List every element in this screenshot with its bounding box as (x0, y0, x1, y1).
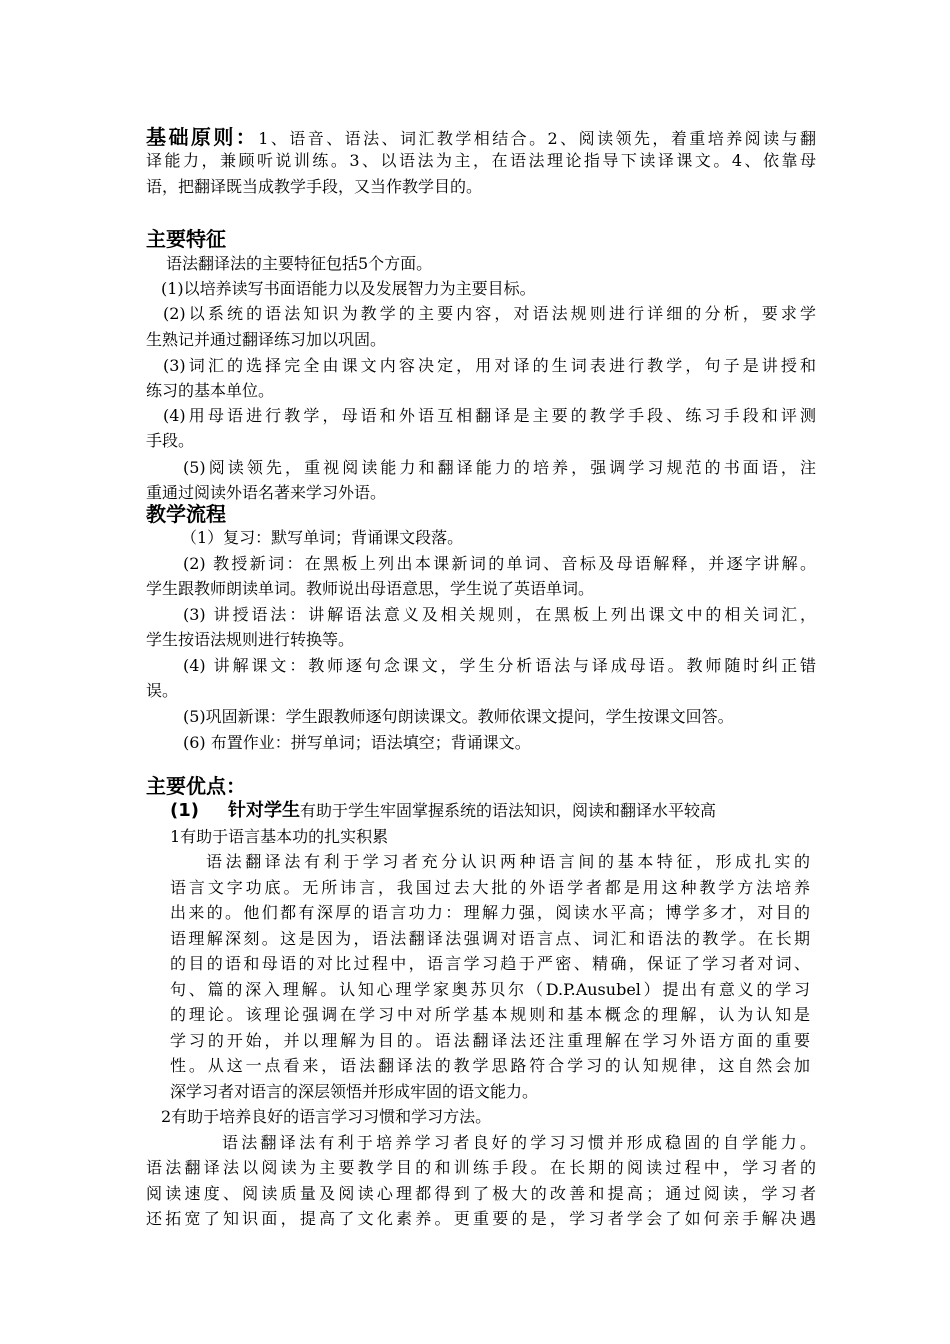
advantage-1 (170, 798, 810, 824)
process-step-2-line-2: 学生跟教师朗读单词。教师说出母语意思，学生说了英语单词。 (146, 579, 595, 598)
para1-line: 出来的。他们都有深厚的语言功力：理解力强，阅读水平高；博学多才，对目的 (170, 903, 810, 922)
para2-line: 还拓宽了知识面，提高了文化素养。更重要的是，学习者学会了如何亲手解决遇 (146, 1209, 816, 1228)
para1-line: 的理论。该理论强调在学习中对所学基本规则和基本概念的理解，认为认知是 (170, 1005, 810, 1024)
para1-line: 语法翻译法有利于学习者充分认识两种语言间的基本特征，形成扎实的 (206, 852, 810, 871)
para2-line: 语法翻译法有利于培养学习者良好的学习习惯并形成稳固的自学能力。 (222, 1133, 816, 1152)
feature-5-line-2: 重通过阅读外语名著来学习外语。 (146, 483, 387, 502)
basic-principles-text: 1、语音、语法、词汇教学相结合。2、阅读领先，着重培养阅读与翻 (258, 129, 816, 148)
para1-line: 深学习者对语言的深层领悟并形成牢固的语文能力。 (170, 1082, 539, 1101)
process-step-5: (5)巩固新课：学生跟教师逐句朗读课文。教师依课文提问，学生按课文回答。 (183, 707, 734, 726)
process-step-6: (6) 布置作业：拼写单词；语法填空；背诵课文。 (183, 733, 531, 752)
features-heading: 主要特征 (146, 227, 226, 251)
feature-4-line-2: 手段。 (146, 431, 195, 450)
feature-2-line-1: (2)以系统的语法知识为教学的主要内容，对语法规则进行详细的分析，要求学 (163, 304, 816, 323)
para1-line: 语言文字功底。无所讳言，我国过去大批的外语学者都是用这种教学方法培养 (170, 878, 810, 897)
para1-line: 语理解深刻。这是因为，语法翻译法强调对语言点、词汇和语法的教学。在长期 (170, 929, 810, 948)
feature-3-line-1: (3)词汇的选择完全由课文内容决定，用对译的生词表进行教学，句子是讲授和 (163, 356, 816, 375)
para1-line: 学习的开始，并以理解为目的。语法翻译法还注重理解在学习外语方面的重要 (170, 1031, 810, 1050)
process-step-3-line-1: (3) 讲授语法：讲解语法意义及相关规则，在黑板上列出课文中的相关词汇， (183, 605, 816, 624)
basic-principles-line-2: 译能力，兼顾听说训练。3、以语法为主，在语法理论指导下读译课文。4、依靠母 (146, 151, 816, 170)
para1-line: 句、篇的深入理解。认知心理学家奥苏贝尔（D.P.Ausubel）提出有意义的学习 (170, 980, 810, 999)
advantage-1-bold: 针对学生 (228, 800, 300, 821)
feature-4-line-1: (4)用母语进行教学，母语和外语互相翻译是主要的教学手段、练习手段和评测 (163, 406, 816, 425)
process-step-4-line-1: (4) 讲解课文：教师逐句念课文，学生分析语法与译成母语。教师随时纠正错 (183, 656, 816, 675)
basic-principles-line-3: 语，把翻译既当成教学手段，又当作教学目的。 (146, 177, 483, 196)
features-intro: 语法翻译法的主要特征包括5个方面。 (166, 254, 433, 273)
process-step-2-line-1: (2) 教授新词：在黑板上列出本课新词的单词、音标及母语解释，并逐字讲解。 (183, 554, 816, 573)
basic-principles-label: 基础原则： (146, 125, 259, 149)
advantage-sub-1: 1有助于语言基本功的扎实积累 (170, 827, 389, 846)
advantage-1-number: (1) (170, 800, 199, 821)
process-step-3-line-2: 学生按语法规则进行转换等。 (146, 630, 355, 649)
feature-1: (1)以培养读写书面语能力以及发展智力为主要目标。 (161, 279, 536, 298)
advantage-sub-2: 2有助于培养良好的语言学习习惯和学习方法。 (161, 1107, 492, 1126)
process-heading: 教学流程 (146, 502, 226, 526)
feature-2-line-2: 生熟记并通过翻译练习加以巩固。 (146, 330, 387, 349)
para2-line: 语法翻译法以阅读为主要教学目的和训练手段。在长期的阅读过程中，学习者的 (146, 1158, 816, 1177)
advantages-heading: 主要优点： (146, 774, 246, 798)
feature-3-line-2: 练习的基本单位。 (146, 381, 275, 400)
para1-line: 的目的语和母语的对比过程中，语言学习趋于严密、精确，保证了学习者对词、 (170, 954, 810, 973)
advantage-1-text: 有助于学生牢固掌握系统的语法知识，阅读和翻译水平较高 (300, 801, 717, 820)
para2-line: 阅读速度、阅读质量及阅读心理都得到了极大的改善和提高；通过阅读，学习者 (146, 1184, 816, 1203)
para1-line: 性。从这一点看来，语法翻译法的教学思路符合学习的认知规律，这自然会加 (170, 1056, 810, 1075)
process-step-1: （1）复习：默写单词；背诵课文段落。 (181, 528, 464, 547)
feature-5-line-1: (5)阅读领先，重视阅读能力和翻译能力的培养，强调学习规范的书面语，注 (183, 458, 816, 477)
process-step-4-line-2: 误。 (146, 681, 179, 700)
